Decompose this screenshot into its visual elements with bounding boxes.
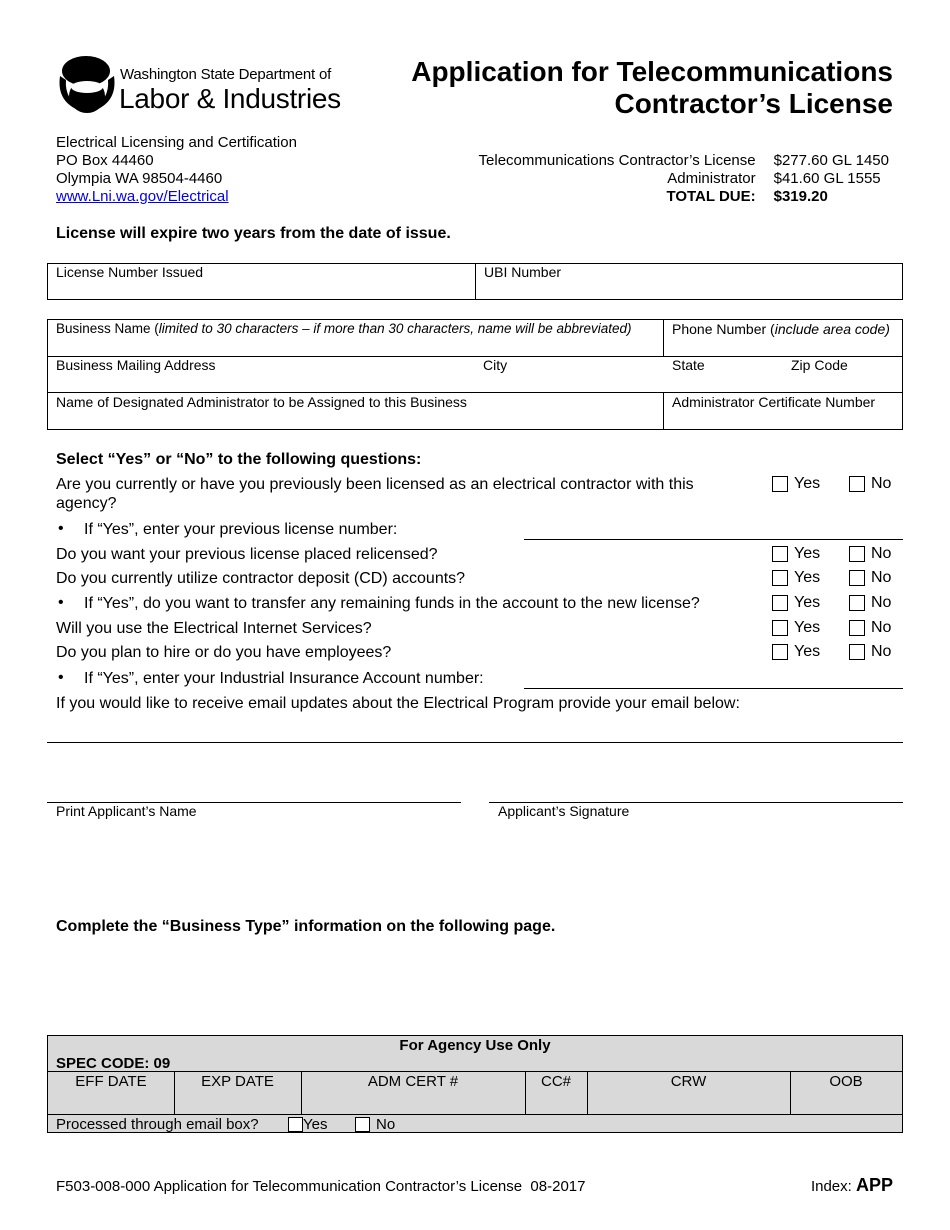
questions-heading: Select “Yes” or “No” to the following questions: (56, 451, 422, 468)
fee-row (479, 170, 889, 188)
logo-line2: Labor & Industries (119, 83, 341, 114)
question-2: Do you want your previous license placed relicensed? (56, 546, 438, 563)
bullet-icon: • (58, 594, 64, 611)
q4-no-checkbox[interactable] (849, 620, 865, 636)
question-5: Do you plan to hire or do you have employees? (56, 644, 392, 661)
business-name-text: Business Name ( (56, 321, 159, 336)
question-4: Will you use the Electrical Internet Services? (56, 620, 372, 637)
no-label: No (376, 1116, 396, 1133)
address-line2: PO Box 44460 (56, 152, 154, 169)
q3-no-checkbox[interactable] (849, 570, 865, 586)
no-label: No (871, 643, 892, 660)
q1-yes-checkbox[interactable] (772, 476, 788, 492)
print-name-field[interactable] (47, 770, 461, 802)
administrator-name-label: Name of Designated Administrator to be Assigned to this Business (56, 394, 467, 410)
license-number-label: License Number Issued (56, 264, 204, 280)
business-name-field[interactable] (48, 338, 662, 355)
admin-cert-field[interactable] (664, 411, 902, 429)
q3-yes-option[interactable] (772, 569, 820, 587)
question-5-sub: If “Yes”, enter your Industrial Insurance Account number: (84, 670, 484, 687)
city-label: City (483, 357, 508, 373)
index-value: APP (855, 1175, 893, 1195)
q3-sub-yes-option[interactable] (772, 594, 820, 612)
divider (48, 1114, 902, 1115)
col-adm-cert: ADM CERT # (367, 1073, 459, 1090)
q3-no-option[interactable] (849, 569, 891, 587)
q3-yes-checkbox[interactable] (772, 570, 788, 586)
email-line (47, 742, 903, 743)
lni-logo-icon (54, 54, 120, 116)
index-label: Index: (810, 1178, 856, 1195)
yes-label: Yes (794, 643, 821, 660)
agency-address (56, 134, 297, 206)
col-oob: OOB (829, 1073, 863, 1090)
ubi-number-label: UBI Number (484, 264, 562, 280)
yes-label: Yes (794, 475, 821, 492)
col-cc: CC# (540, 1073, 571, 1090)
yes-label: Yes (303, 1116, 328, 1133)
q1-no-option[interactable] (849, 475, 891, 493)
q3-sub-no-option[interactable] (849, 594, 891, 612)
spec-code: SPEC CODE: 09 (56, 1055, 171, 1072)
divider (48, 1071, 902, 1072)
address-line3: Olympia WA 98504-4460 (56, 170, 223, 187)
yes-label: Yes (794, 619, 821, 636)
administrator-name-field[interactable] (48, 411, 662, 429)
yes-label: Yes (794, 569, 821, 586)
page-title (411, 56, 893, 120)
agency-title: For Agency Use Only (399, 1037, 551, 1054)
phone-label (672, 321, 890, 337)
fee-row (479, 152, 889, 170)
email-field[interactable] (47, 718, 903, 742)
question-3: Do you currently utilize contractor deposit (CD) accounts? (56, 570, 466, 587)
address-line1: Electrical Licensing and Certification (56, 134, 297, 151)
license-number-field[interactable] (48, 280, 474, 299)
form-id: F503-008-000 Application for Telecommunication Contractor’s License 08-2017 (56, 1178, 586, 1195)
fee-label: Administrator (667, 170, 756, 187)
no-label: No (871, 619, 892, 636)
phone-field[interactable] (664, 338, 902, 355)
q4-no-option[interactable] (849, 619, 891, 637)
no-label: No (871, 545, 892, 562)
print-name-label: Print Applicant’s Name (56, 803, 197, 819)
business-name-note: limited to 30 characters – if more than 30 characters, name will be abbreviated) (158, 321, 632, 336)
business-name-label (56, 321, 632, 336)
email-box-yes-option[interactable] (288, 1116, 327, 1133)
mailing-address-field[interactable] (48, 374, 472, 391)
yes-label: Yes (794, 594, 821, 611)
fee-label: TOTAL DUE: (666, 188, 756, 205)
q5-yes-checkbox[interactable] (772, 644, 788, 660)
mailing-address-label: Business Mailing Address (56, 357, 216, 373)
fee-amount: $319.20 (773, 188, 828, 205)
fee-amount: $277.60 GL 1450 (773, 152, 889, 169)
logo-line1: Washington State Department of (120, 66, 332, 83)
no-label: No (871, 594, 892, 611)
email-box-yes-checkbox[interactable] (288, 1117, 303, 1132)
q1-no-checkbox[interactable] (849, 476, 865, 492)
question-1-sub: If “Yes”, enter your previous license number: (84, 521, 398, 538)
q5-no-option[interactable] (849, 643, 891, 661)
title-line2: Contractor’s License (614, 88, 893, 119)
q5-yes-option[interactable] (772, 643, 820, 661)
no-label: No (871, 569, 892, 586)
bullet-icon: • (58, 669, 64, 686)
signature-label: Applicant’s Signature (498, 803, 630, 819)
fee-amount: $41.60 GL 1555 (773, 170, 881, 187)
insurance-account-line (524, 688, 903, 689)
insurance-account-field[interactable] (524, 669, 903, 688)
previous-license-line (524, 539, 903, 540)
expire-note: License will expire two years from the date of issue. (56, 225, 451, 242)
email-box-no-option[interactable] (355, 1116, 395, 1133)
no-label: No (871, 475, 892, 492)
question-3-sub: If “Yes”, do you want to transfer any remaining funds in the account to the new license? (84, 595, 700, 612)
zip-label: Zip Code (791, 357, 848, 373)
col-exp-date: EXP DATE (201, 1073, 274, 1090)
agency-use-box (47, 1035, 903, 1133)
title-line1: Application for Telecommunications (411, 56, 893, 87)
previous-license-field[interactable] (524, 520, 903, 539)
fee-row (479, 188, 889, 206)
state-field[interactable] (664, 374, 780, 391)
lni-logo (54, 54, 120, 116)
question-1: Are you currently or have you previously been licensed as an electrical contractor with this agency? (56, 476, 694, 512)
admin-cert-label: Administrator Certificate Number (672, 394, 876, 410)
q3-sub-yes-checkbox[interactable] (772, 595, 788, 611)
col-eff-date: EFF DATE (75, 1073, 147, 1090)
email-prompt: If you would like to receive email updates about the Electrical Program provide your email below: (56, 695, 740, 712)
electrical-website-link[interactable]: www.Lni.wa.gov/Electrical (56, 188, 229, 205)
signature-field[interactable] (489, 770, 903, 802)
phone-note: include area code) (774, 321, 890, 337)
q5-no-checkbox[interactable] (849, 644, 865, 660)
q2-yes-option[interactable] (772, 545, 820, 563)
col-crw: CRW (670, 1073, 707, 1090)
q4-yes-checkbox[interactable] (772, 620, 788, 636)
divider (47, 392, 903, 393)
q3-sub-no-checkbox[interactable] (849, 595, 865, 611)
phone-text: Phone Number ( (672, 321, 775, 337)
business-type-note: Complete the “Business Type” information on the following page. (56, 918, 556, 935)
q4-yes-option[interactable] (772, 619, 820, 637)
q1-yes-option[interactable] (772, 475, 820, 493)
state-label: State (672, 357, 705, 373)
zip-field[interactable] (784, 374, 902, 391)
fee-table (479, 152, 889, 206)
ubi-number-field[interactable] (476, 280, 902, 299)
email-box-question: Processed through email box? (56, 1116, 259, 1133)
email-box-no-checkbox[interactable] (355, 1117, 370, 1132)
bullet-icon: • (58, 520, 64, 537)
q2-no-option[interactable] (849, 545, 891, 563)
city-field[interactable] (476, 374, 662, 391)
index (811, 1175, 893, 1196)
fee-label: Telecommunications Contractor’s License (478, 152, 756, 169)
q2-no-checkbox[interactable] (849, 546, 865, 562)
yes-label: Yes (794, 545, 821, 562)
q2-yes-checkbox[interactable] (772, 546, 788, 562)
